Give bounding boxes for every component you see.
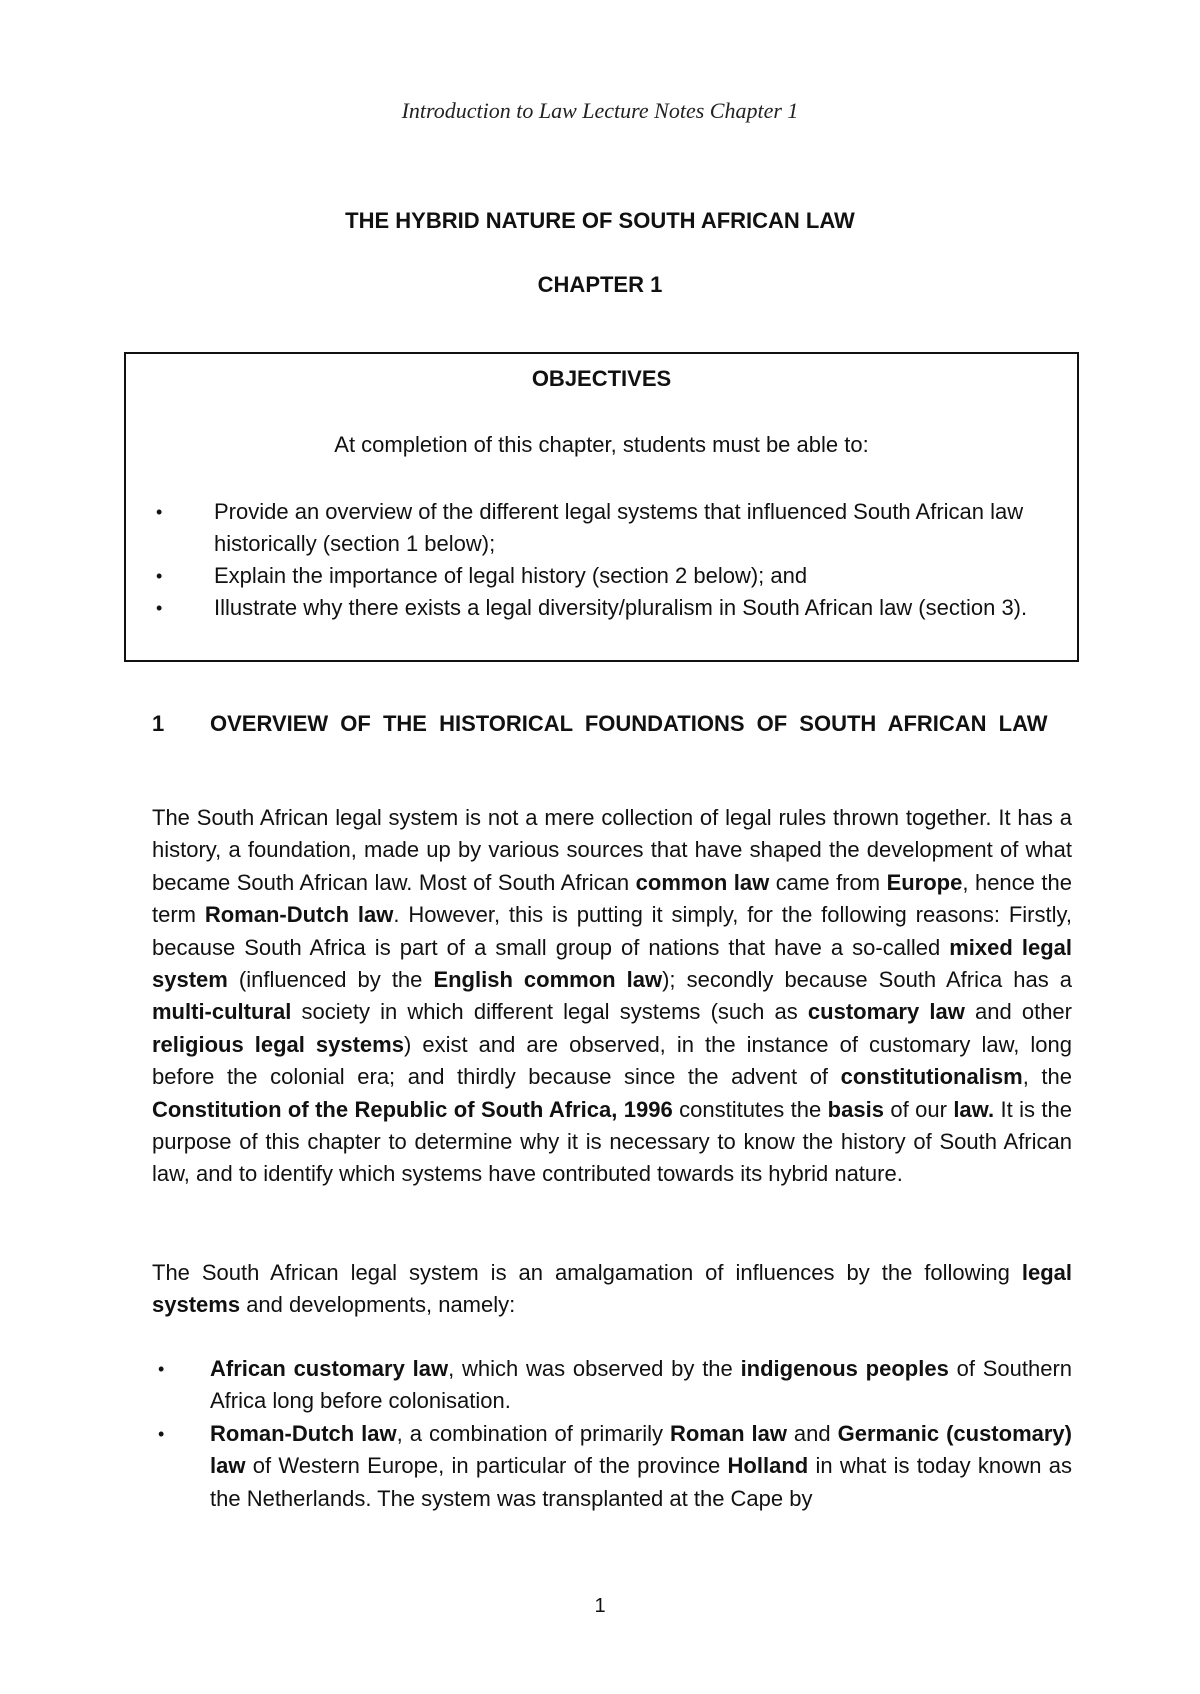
document-title: THE HYBRID NATURE OF SOUTH AFRICAN LAW bbox=[345, 208, 855, 233]
chapter-label: CHAPTER 1 bbox=[537, 272, 663, 297]
objective-item bbox=[126, 496, 1077, 560]
bold-term: mixed legal system bbox=[152, 934, 1072, 993]
bold-term: indigenous peoples bbox=[740, 1356, 949, 1381]
objective-item bbox=[126, 592, 1077, 624]
bold-term: religious legal systems bbox=[152, 1031, 404, 1057]
objective-text: Explain the importance of legal history (section 2 below); and bbox=[214, 563, 808, 588]
bold-term: customary law bbox=[807, 999, 965, 1025]
legal-systems-list bbox=[152, 1353, 1072, 1515]
bullet-icon: • bbox=[158, 1359, 165, 1379]
objectives-intro: At completion of this chapter, students must be able to: bbox=[334, 432, 869, 457]
bold-term: Roman law bbox=[669, 1420, 787, 1446]
bold-term: Europe bbox=[886, 869, 963, 895]
objective-item bbox=[126, 560, 1077, 592]
objectives-list bbox=[126, 496, 1077, 624]
bullet-icon: • bbox=[158, 1423, 165, 1444]
list-item bbox=[152, 1418, 1072, 1515]
bold-term: Constitution of the Republic of South Africa, 1996 bbox=[152, 1096, 673, 1122]
bullet-icon: • bbox=[156, 502, 163, 522]
objectives-box bbox=[124, 352, 1079, 662]
bold-term: common law bbox=[635, 869, 770, 895]
bold-term: constitutionalism bbox=[840, 1064, 1023, 1090]
objectives-heading: OBJECTIVES bbox=[531, 366, 672, 391]
bold-term: multi-cultural bbox=[152, 999, 292, 1025]
objective-text: Illustrate why there exists a legal diversity/pluralism in South African law (section 3). bbox=[214, 595, 1028, 620]
section-number: 1 bbox=[152, 711, 165, 736]
bold-term: African customary law bbox=[210, 1356, 449, 1381]
page-number: 1 bbox=[594, 1595, 606, 1617]
bold-term: Roman-Dutch law bbox=[210, 1420, 397, 1446]
bold-term: basis bbox=[827, 1096, 884, 1122]
bold-term: Germanic (customary) law bbox=[210, 1420, 1072, 1479]
bullet-icon: • bbox=[156, 566, 163, 586]
section-title: OVERVIEW OF THE HISTORICAL FOUNDATIONS OF SOUTH AFRICAN LAW bbox=[210, 711, 1048, 736]
paragraph-1: The South African legal system is not a mere collection of legal rules thrown together. It has a history, a foundation, made up by various sources that have shaped the development of what became South African law. Most of South African common law came from Europe, hence the term Roman-Dutch law. However, this is putting it simply, for the following reasons: Firstly, because South Africa is part of a small group of nations that have a so-called mixed legal system (influenced by the English common law); secondly because South Africa has a multi-cultural society in which different legal systems (such as customary law and other religious legal systems) exist and are observed, in the instance of customary law, long before the colonial era; and thirdly because since the advent of constitutionalism, the Constitution of the Republic of South Africa, 1996 constitutes the basis of our law. It is the purpose of this chapter to determine why it is necessary to know the history of South African law, and to identify which systems have contributed towards its hybrid nature. bbox=[152, 805, 1073, 1187]
list-item bbox=[152, 1353, 1072, 1418]
list-item-text: African customary law, which was observed by the indigenous peoples of Southern Africa long before colonisation. bbox=[210, 1356, 1073, 1414]
bold-term: English common law bbox=[433, 967, 663, 993]
section-heading bbox=[152, 708, 1072, 740]
bold-term: Holland bbox=[727, 1453, 809, 1479]
bold-term: legal systems bbox=[152, 1260, 1072, 1318]
bullet-icon: • bbox=[156, 598, 163, 618]
bold-term: law. bbox=[953, 1096, 995, 1122]
running-header: Introduction to Law Lecture Notes Chapter 1 bbox=[401, 98, 799, 123]
list-item-text: Roman-Dutch law, a combination of primarily Roman law and Germanic (customary) law of Western Europe, in particular of the province Holland in what is today known as the Netherlands. The system was transplanted at the Cape by bbox=[210, 1420, 1072, 1511]
objective-text: Provide an overview of the different legal systems that influenced South African law historically (section 1 below); bbox=[214, 499, 1024, 556]
bold-term: Roman-Dutch law bbox=[204, 902, 394, 928]
paragraph-2: The South African legal system is an amalgamation of influences by the following legal systems and developments, namely: bbox=[152, 1260, 1072, 1318]
